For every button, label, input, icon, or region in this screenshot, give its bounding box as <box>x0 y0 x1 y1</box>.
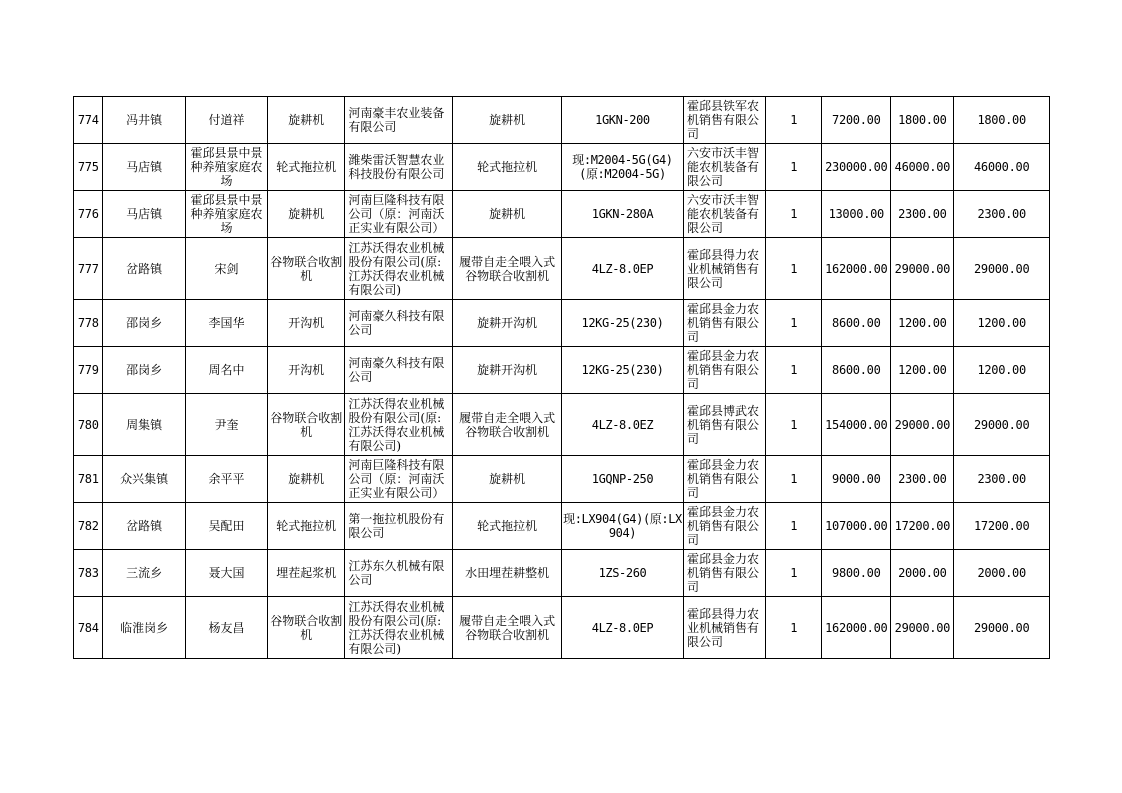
cell-town: 三流乡 <box>103 550 185 597</box>
cell-no: 781 <box>74 456 103 503</box>
cell-model: 1GQNP-250 <box>561 456 683 503</box>
cell-buyer: 聂大国 <box>185 550 267 597</box>
cell-town: 邵岗乡 <box>103 300 185 347</box>
cell-unit-subsidy: 29000.00 <box>891 597 954 659</box>
cell-sale-price: 230000.00 <box>822 144 891 191</box>
cell-buyer: 霍邱县景中景种养殖家庭农场 <box>185 144 267 191</box>
cell-unit-subsidy: 2300.00 <box>891 191 954 238</box>
cell-no: 774 <box>74 97 103 144</box>
cell-total-subsidy: 1200.00 <box>954 300 1050 347</box>
cell-machine-type: 旋耕机 <box>268 97 345 144</box>
table-row <box>74 238 1050 300</box>
cell-quantity: 1 <box>766 191 822 238</box>
cell-buyer: 周名中 <box>185 347 267 394</box>
cell-total-subsidy: 1800.00 <box>954 97 1050 144</box>
cell-machine-type: 旋耕机 <box>268 456 345 503</box>
cell-total-subsidy: 17200.00 <box>954 503 1050 550</box>
cell-dealer: 霍邱县铁军农机销售有限公司 <box>683 97 765 144</box>
cell-product-name: 轮式拖拉机 <box>453 503 562 550</box>
table-row <box>74 97 1050 144</box>
cell-quantity: 1 <box>766 144 822 191</box>
cell-town: 马店镇 <box>103 191 185 238</box>
cell-dealer: 霍邱县金力农机销售有限公司 <box>683 456 765 503</box>
cell-sale-price: 9000.00 <box>822 456 891 503</box>
cell-dealer: 霍邱县得力农业机械销售有限公司 <box>683 597 765 659</box>
table-body <box>74 97 1050 659</box>
cell-dealer: 六安市沃丰智能农机装备有限公司 <box>683 144 765 191</box>
table-row <box>74 456 1050 503</box>
cell-no: 776 <box>74 191 103 238</box>
cell-sale-price: 13000.00 <box>822 191 891 238</box>
cell-no: 783 <box>74 550 103 597</box>
cell-machine-type: 旋耕机 <box>268 191 345 238</box>
cell-dealer: 霍邱县博武农机销售有限公司 <box>683 394 765 456</box>
cell-manufacturer: 河南巨隆科技有限公司（原：河南沃正实业有限公司） <box>345 456 453 503</box>
cell-no: 778 <box>74 300 103 347</box>
cell-total-subsidy: 2300.00 <box>954 456 1050 503</box>
table-row <box>74 550 1050 597</box>
cell-machine-type: 谷物联合收割机 <box>268 394 345 456</box>
cell-buyer: 霍邱县景中景种养殖家庭农场 <box>185 191 267 238</box>
cell-buyer: 杨友昌 <box>185 597 267 659</box>
cell-model: 现:LX904(G4)(原:LX904) <box>561 503 683 550</box>
table-row <box>74 300 1050 347</box>
cell-manufacturer: 江苏沃得农业机械股份有限公司(原:江苏沃得农业机械有限公司) <box>345 394 453 456</box>
cell-buyer: 余平平 <box>185 456 267 503</box>
cell-model: 1ZS-260 <box>561 550 683 597</box>
cell-town: 岔路镇 <box>103 503 185 550</box>
table-row <box>74 347 1050 394</box>
cell-buyer: 吴配田 <box>185 503 267 550</box>
cell-model: 4LZ-8.0EP <box>561 238 683 300</box>
cell-product-name: 轮式拖拉机 <box>453 144 562 191</box>
cell-unit-subsidy: 17200.00 <box>891 503 954 550</box>
table-row <box>74 597 1050 659</box>
cell-quantity: 1 <box>766 347 822 394</box>
cell-sale-price: 9800.00 <box>822 550 891 597</box>
cell-model: 4LZ-8.0EP <box>561 597 683 659</box>
cell-machine-type: 轮式拖拉机 <box>268 503 345 550</box>
cell-total-subsidy: 29000.00 <box>954 597 1050 659</box>
cell-quantity: 1 <box>766 503 822 550</box>
cell-product-name: 旋耕机 <box>453 97 562 144</box>
cell-manufacturer: 河南巨隆科技有限公司（原：河南沃正实业有限公司） <box>345 191 453 238</box>
cell-manufacturer: 江苏沃得农业机械股份有限公司(原:江苏沃得农业机械有限公司) <box>345 238 453 300</box>
cell-machine-type: 谷物联合收割机 <box>268 597 345 659</box>
cell-sale-price: 8600.00 <box>822 347 891 394</box>
cell-quantity: 1 <box>766 597 822 659</box>
cell-dealer: 六安市沃丰智能农机装备有限公司 <box>683 191 765 238</box>
cell-manufacturer: 河南豪丰农业装备有限公司 <box>345 97 453 144</box>
cell-no: 775 <box>74 144 103 191</box>
cell-model: 1GKN-280A <box>561 191 683 238</box>
cell-sale-price: 8600.00 <box>822 300 891 347</box>
cell-total-subsidy: 1200.00 <box>954 347 1050 394</box>
cell-quantity: 1 <box>766 394 822 456</box>
cell-town: 众兴集镇 <box>103 456 185 503</box>
cell-product-name: 旋耕机 <box>453 191 562 238</box>
cell-unit-subsidy: 46000.00 <box>891 144 954 191</box>
cell-product-name: 旋耕机 <box>453 456 562 503</box>
cell-buyer: 宋剑 <box>185 238 267 300</box>
cell-dealer: 霍邱县金力农机销售有限公司 <box>683 300 765 347</box>
cell-sale-price: 107000.00 <box>822 503 891 550</box>
cell-model: 12KG-25(230) <box>561 347 683 394</box>
cell-town: 周集镇 <box>103 394 185 456</box>
cell-model: 现:M2004-5G(G4)(原:M2004-5G) <box>561 144 683 191</box>
table-row <box>74 503 1050 550</box>
subsidy-table <box>73 96 1050 659</box>
cell-unit-subsidy: 29000.00 <box>891 238 954 300</box>
cell-machine-type: 轮式拖拉机 <box>268 144 345 191</box>
cell-unit-subsidy: 1800.00 <box>891 97 954 144</box>
cell-total-subsidy: 2000.00 <box>954 550 1050 597</box>
cell-machine-type: 开沟机 <box>268 300 345 347</box>
cell-buyer: 付道祥 <box>185 97 267 144</box>
cell-quantity: 1 <box>766 238 822 300</box>
cell-manufacturer: 河南豪久科技有限公司 <box>345 300 453 347</box>
cell-unit-subsidy: 2000.00 <box>891 550 954 597</box>
cell-no: 780 <box>74 394 103 456</box>
cell-quantity: 1 <box>766 456 822 503</box>
cell-machine-type: 埋茬起浆机 <box>268 550 345 597</box>
cell-town: 马店镇 <box>103 144 185 191</box>
cell-dealer: 霍邱县金力农机销售有限公司 <box>683 550 765 597</box>
cell-no: 779 <box>74 347 103 394</box>
cell-model: 4LZ-8.0EZ <box>561 394 683 456</box>
cell-sale-price: 162000.00 <box>822 238 891 300</box>
cell-unit-subsidy: 29000.00 <box>891 394 954 456</box>
cell-manufacturer: 江苏东久机械有限公司 <box>345 550 453 597</box>
cell-unit-subsidy: 2300.00 <box>891 456 954 503</box>
cell-model: 12KG-25(230) <box>561 300 683 347</box>
cell-town: 岔路镇 <box>103 238 185 300</box>
cell-machine-type: 开沟机 <box>268 347 345 394</box>
table-row <box>74 191 1050 238</box>
cell-buyer: 李国华 <box>185 300 267 347</box>
cell-total-subsidy: 29000.00 <box>954 394 1050 456</box>
cell-model: 1GKN-200 <box>561 97 683 144</box>
cell-sale-price: 162000.00 <box>822 597 891 659</box>
cell-town: 临淮岗乡 <box>103 597 185 659</box>
cell-manufacturer: 第一拖拉机股份有限公司 <box>345 503 453 550</box>
cell-no: 777 <box>74 238 103 300</box>
cell-town: 冯井镇 <box>103 97 185 144</box>
cell-manufacturer: 潍柴雷沃智慧农业科技股份有限公司 <box>345 144 453 191</box>
cell-buyer: 尹奎 <box>185 394 267 456</box>
cell-machine-type: 谷物联合收割机 <box>268 238 345 300</box>
cell-unit-subsidy: 1200.00 <box>891 300 954 347</box>
cell-quantity: 1 <box>766 550 822 597</box>
cell-town: 邵岗乡 <box>103 347 185 394</box>
cell-total-subsidy: 2300.00 <box>954 191 1050 238</box>
table-row <box>74 394 1050 456</box>
cell-product-name: 履带自走全喂入式谷物联合收割机 <box>453 238 562 300</box>
cell-product-name: 旋耕开沟机 <box>453 347 562 394</box>
cell-product-name: 履带自走全喂入式谷物联合收割机 <box>453 597 562 659</box>
cell-no: 784 <box>74 597 103 659</box>
cell-sale-price: 7200.00 <box>822 97 891 144</box>
cell-unit-subsidy: 1200.00 <box>891 347 954 394</box>
cell-total-subsidy: 29000.00 <box>954 238 1050 300</box>
cell-manufacturer: 江苏沃得农业机械股份有限公司(原:江苏沃得农业机械有限公司) <box>345 597 453 659</box>
cell-dealer: 霍邱县得力农业机械销售有限公司 <box>683 238 765 300</box>
table-row <box>74 144 1050 191</box>
cell-product-name: 履带自走全喂入式谷物联合收割机 <box>453 394 562 456</box>
cell-quantity: 1 <box>766 97 822 144</box>
cell-product-name: 旋耕开沟机 <box>453 300 562 347</box>
cell-dealer: 霍邱县金力农机销售有限公司 <box>683 347 765 394</box>
cell-total-subsidy: 46000.00 <box>954 144 1050 191</box>
cell-manufacturer: 河南豪久科技有限公司 <box>345 347 453 394</box>
cell-quantity: 1 <box>766 300 822 347</box>
cell-product-name: 水田埋茬耕整机 <box>453 550 562 597</box>
cell-dealer: 霍邱县金力农机销售有限公司 <box>683 503 765 550</box>
cell-no: 782 <box>74 503 103 550</box>
cell-sale-price: 154000.00 <box>822 394 891 456</box>
